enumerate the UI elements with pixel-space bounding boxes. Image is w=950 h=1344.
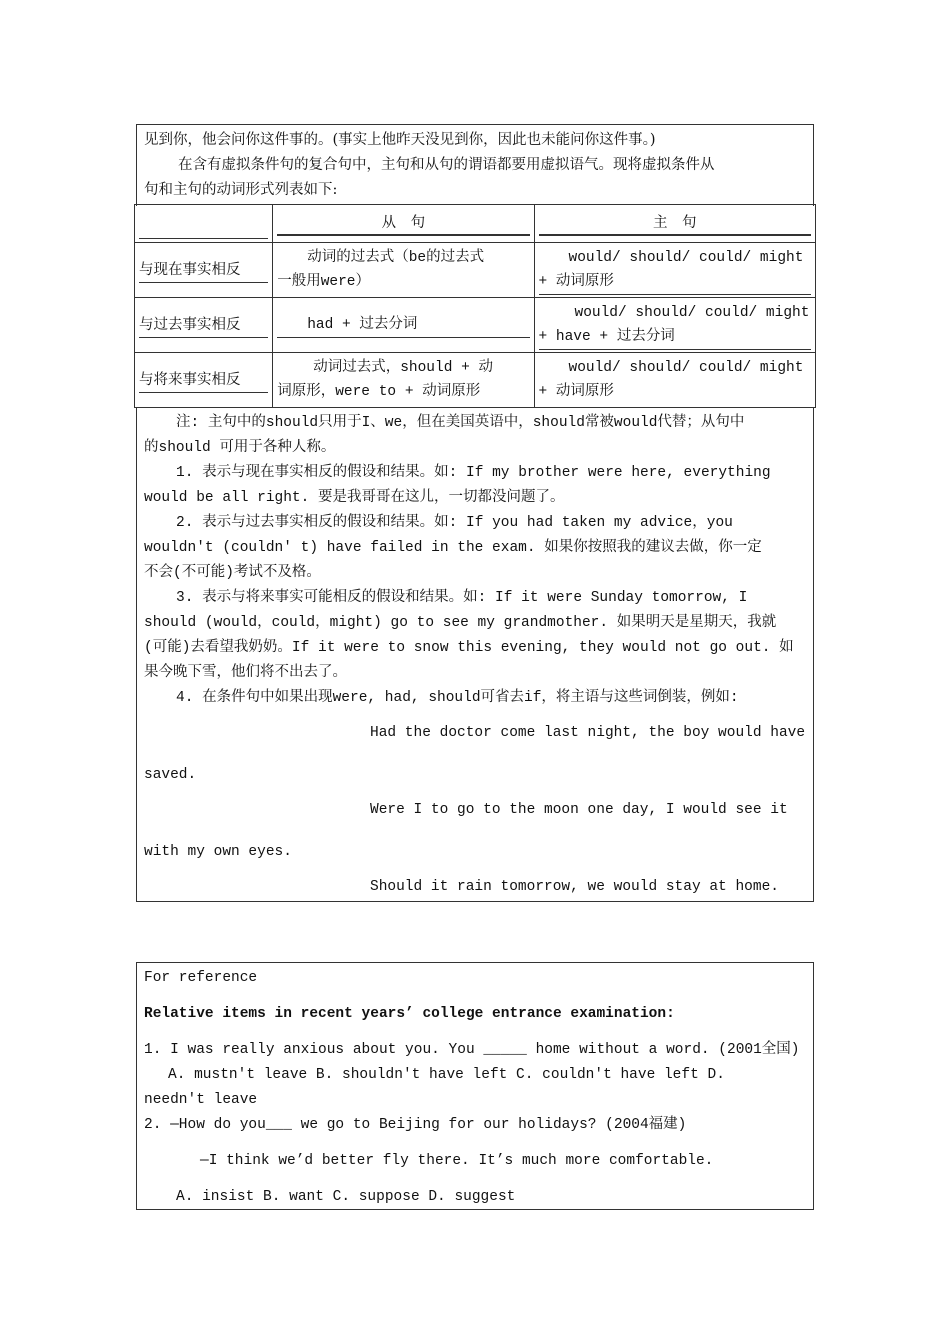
question-2-options: A. insist B. want C. suppose D. suggest <box>176 1189 516 1205</box>
row-main-line2: + have + 过去分词 <box>539 325 812 350</box>
example-1-line-1: Had the doctor come last night, the boy would have <box>370 725 806 741</box>
header-main-cell <box>534 205 816 243</box>
row-label: 与将来事实相反 <box>139 368 268 393</box>
row-clause-cell <box>273 298 534 353</box>
question-2-reply: —I think we’d better fly there. It’s much more comfortable. <box>200 1153 714 1169</box>
point-3-line-4: 果今晚下雪，他们将不出去了。 <box>144 665 347 681</box>
point-2-line-3: 不会(不可能)考试不及格。 <box>144 565 321 581</box>
reference-subheading: Relative items in recent years’ college entrance examination: <box>144 1006 675 1022</box>
row-clause-line2: 词原形，were to + 动词原形 <box>277 384 481 400</box>
point-3-line-1: 3. 表示与将来事实可能相反的假设和结果。如: If it were Sunday tomorrow, I <box>176 590 748 606</box>
note-line-1: 注: 主句中的should只用于I、we，但在美国英语中，should常被would代替；从句中 <box>176 415 745 431</box>
example-3-line-1: Should it rain tomorrow, we would stay at home. <box>370 879 779 895</box>
row-main-cell <box>534 353 816 408</box>
row-label: 与过去事实相反 <box>139 313 268 338</box>
point-4-line-1: 4. 在条件句中如果出现were, had, should可省去if，将主语与这些词倒装，例如: <box>176 690 739 706</box>
header-clause-cell <box>273 205 534 243</box>
point-1-line-1: 1. 表示与现在事实相反的假设和结果。如: If my brother were here, everything <box>176 465 771 481</box>
row-clause-cell <box>273 243 534 298</box>
example-2-line-1: Were I to go to the moon one day, I would see it <box>370 802 788 818</box>
row-main-line1: would/ should/ could/ might <box>568 249 804 266</box>
point-2-line-2: wouldn't (couldn' t) have failed in the exam. 如果你按照我的建议去做，你一定 <box>144 540 762 556</box>
intro-line-3: 句和主句的动词形式列表如下: <box>144 182 338 198</box>
table-corner-cell <box>135 205 273 243</box>
intro-line-1: 见到你，他会问你这件事的。(事实上他昨天没见到你，因此也未能问你这件事。) <box>144 132 656 148</box>
question-2-line-1: 2. —How do you___ we go to Beijing for our holidays? (2004福建) <box>144 1117 687 1133</box>
row-label-cell <box>135 243 273 298</box>
question-1-line-1: 1. I was really anxious about you. You _____ home without a word. (2001全国) <box>144 1042 800 1058</box>
row-clause-line1: 动词的过去式（be的过去式 <box>307 250 485 266</box>
reference-heading: For reference <box>144 970 258 986</box>
point-3-line-3: (可能)去看望我奶奶。If it were to snow this evening, they would not go out. 如 <box>144 640 794 656</box>
row-main-cell <box>534 243 816 298</box>
question-1-options-cont: needn't leave <box>144 1092 258 1108</box>
conditional-forms-table <box>134 204 816 408</box>
row-clause-line1: had + 过去分词 <box>277 313 529 338</box>
row-main-line1: would/ should/ could/ might <box>574 304 810 321</box>
row-label: 与现在事实相反 <box>139 258 268 283</box>
row-main-line2: + 动词原形 <box>539 270 812 295</box>
question-1-options: A. mustn't leave B. shouldn't have left C. couldn't have left D. <box>168 1067 725 1083</box>
note-line-2: 的should 可用于各种人称。 <box>144 440 336 456</box>
example-2-line-2: with my own eyes. <box>144 844 292 860</box>
row-main-line2: + 动词原形 <box>538 384 614 400</box>
row-main-cell <box>534 298 816 353</box>
header-clause: 从 句 <box>277 211 529 236</box>
point-2-line-1: 2. 表示与过去事实相反的假设和结果。如: If you had taken my advice，you <box>176 515 733 531</box>
row-clause-line2: 一般用were） <box>277 274 371 290</box>
row-clause-line1: 动词过去式，should + 动 <box>313 360 494 376</box>
row-label-cell <box>135 298 273 353</box>
point-1-line-2: would be all right. 要是我哥哥在这儿，一切都没问题了。 <box>144 490 565 506</box>
row-label-cell <box>135 353 273 408</box>
reference-box <box>136 962 814 1210</box>
point-3-line-2: should (would，could，might) go to see my grandmother. 如果明天是星期天，我就 <box>144 615 777 631</box>
example-1-line-2: saved. <box>144 767 197 783</box>
row-clause-cell <box>273 353 534 408</box>
row-main-line1: would/ should/ could/ might <box>568 360 804 376</box>
header-main: 主 句 <box>539 211 812 236</box>
intro-line-2: 在含有虚拟条件句的复合句中，主句和从句的谓语都要用虚拟语气。现将虚拟条件从 <box>178 157 715 173</box>
